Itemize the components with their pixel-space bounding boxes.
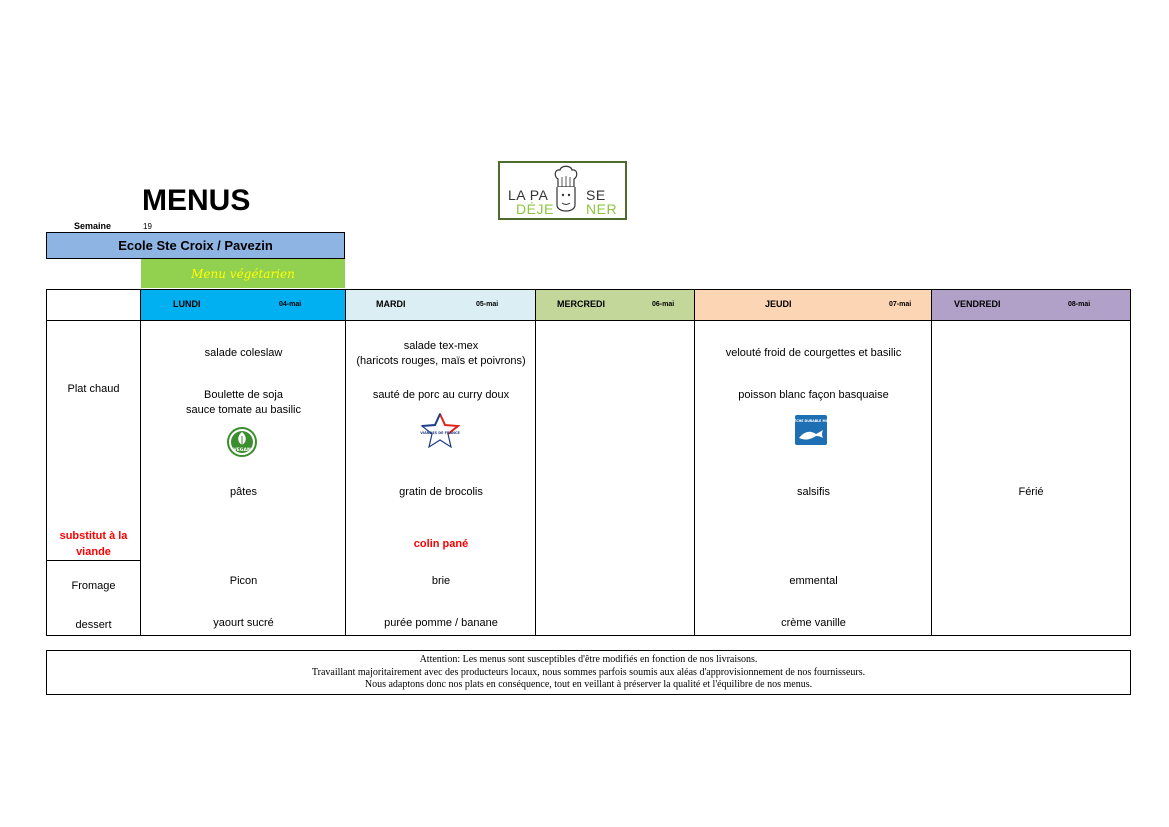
notice-box: [46, 650, 1131, 695]
day-name: MARDI: [376, 299, 406, 309]
vegan-icon: [227, 426, 257, 458]
school-name: Ecole Ste Croix / Pavezin: [46, 232, 345, 259]
lundi-plat: Boulette de soja sauce tomate au basilic: [186, 389, 301, 416]
menu-table: [46, 289, 1131, 636]
row-label-dessert: dessert: [75, 619, 112, 631]
mardi-entree: salade tex-mex (haricots rouges, maïs et poivrons): [356, 340, 526, 367]
svg-text:VEGAN: VEGAN: [233, 448, 251, 453]
day-name: LUNDI: [173, 299, 201, 309]
logo-text-ner: NER: [586, 201, 618, 217]
week-label: Semaine: [74, 221, 112, 231]
chef-icon: [554, 165, 578, 217]
row-label-fromage: Fromage: [71, 580, 116, 592]
brand-logo: [498, 161, 627, 220]
lundi-dessert: yaourt sucré: [213, 617, 274, 629]
jeudi-accompagnement: salsifis: [796, 486, 830, 498]
day-date: 08-mai: [1068, 301, 1091, 308]
mardi-accompagnement: gratin de brocolis: [399, 486, 483, 498]
jeudi-fromage: emmental: [789, 575, 838, 587]
day-date: 05-mai: [476, 301, 499, 308]
mardi-fromage: brie: [431, 575, 451, 587]
svg-text:PÊCHE DURABLE MSC: PÊCHE DURABLE MSC: [791, 419, 831, 423]
row-label-substitut: substitut à la viande: [59, 530, 128, 558]
week-number: 19: [143, 222, 152, 231]
page-title: MENUS: [142, 184, 251, 217]
mardi-dessert: purée pomme / banane: [384, 617, 498, 629]
svg-text:VIANDES DE FRANCE: VIANDES DE FRANCE: [420, 431, 460, 435]
msc-peche-durable-icon: [791, 414, 831, 446]
mardi-substitut: colin pané: [413, 538, 469, 550]
day-name: MERCREDI: [557, 299, 606, 309]
notice-line: Nous adaptons donc nos plats en conséquence, tout en veillant à préserver la qualité et l'équilibre de nos menus.: [364, 679, 813, 690]
logo-text-deje: DÉJE: [516, 201, 554, 217]
jeudi-entree: velouté froid de courgettes et basilic: [725, 347, 902, 359]
lundi-accompagnement: pâtes: [230, 486, 257, 498]
logo-text-se: SE: [586, 187, 606, 203]
row-label-plat-chaud: Plat chaud: [67, 383, 120, 395]
day-date: 04-mai: [279, 301, 302, 308]
viandes-de-france-icon: [420, 413, 460, 449]
day-date: 06-mai: [652, 301, 675, 308]
day-header-jeudi: [695, 290, 932, 320]
day-header-mercredi: [536, 290, 695, 320]
logo-text-la-pa: LA PA: [508, 187, 549, 203]
lundi-entree: salade coleslaw: [204, 347, 283, 359]
day-name: VENDREDI: [954, 299, 1001, 309]
jeudi-dessert: crème vanille: [781, 617, 846, 629]
vendredi-ferie: Férié: [1018, 486, 1044, 498]
day-header-vendredi: [932, 290, 1130, 320]
day-name: JEUDI: [765, 299, 792, 309]
mardi-plat: sauté de porc au curry doux: [372, 389, 510, 401]
day-date: 07-mai: [889, 301, 912, 308]
notice-line: Attention: Les menus sont susceptibles d'être modifiés en fonction de nos livraisons.: [419, 654, 758, 665]
day-header-lundi: [141, 290, 346, 320]
lundi-fromage: Picon: [229, 575, 258, 587]
notice-line: Travaillant majoritairement avec des producteurs locaux, nous sommes parfois soumis aux aléas d'approvisionnement de nos fournisseurs.: [311, 666, 866, 678]
day-header-mardi: [346, 290, 536, 320]
vegetarian-menu-label: Menu végétarien: [141, 259, 345, 288]
jeudi-plat: poisson blanc façon basquaise: [738, 389, 889, 401]
